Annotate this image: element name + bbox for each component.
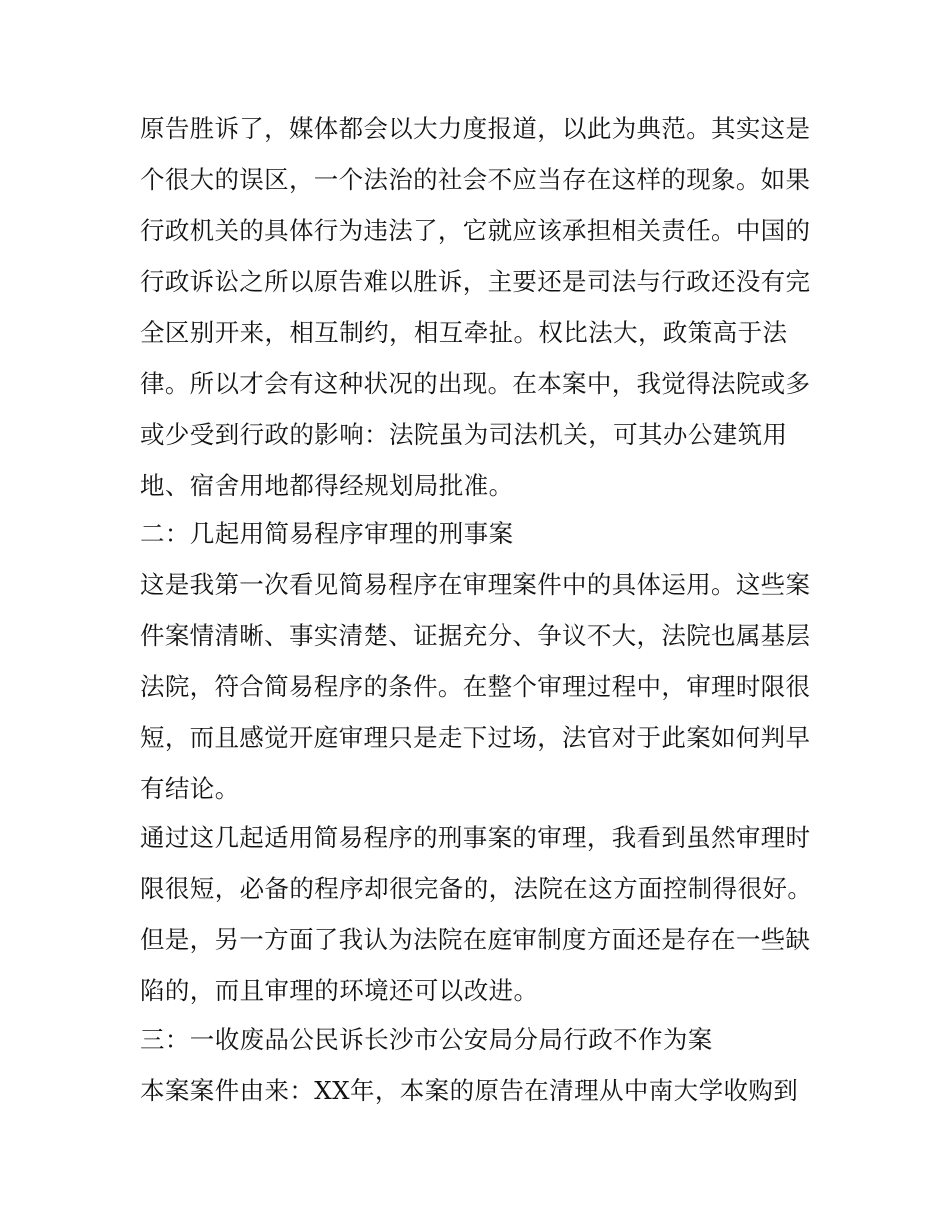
paragraph-line: 原告胜诉了，媒体都会以大力度报道，以此为典范。其实这是 [140,114,810,143]
paragraph-line: 行政诉讼之所以原告难以胜诉，主要还是司法与行政还没有完 [140,267,810,296]
paragraph-line: 行政机关的具体行为违法了，它就应该承担相关责任。中国的 [140,216,810,245]
section-heading: 三：一收废品公民诉长沙市公安局分局行政不作为案 [140,1025,713,1054]
paragraph-line: 法院，符合简易程序的条件。在整个审理过程中，审理时限很 [140,672,810,701]
paragraph-line: 但是，另一方面了我认为法院在庭审制度方面还是存在一些缺 [140,925,810,954]
paragraph-line: 限很短，必备的程序却很完备的，法院在这方面控制得很好。 [140,874,813,903]
paragraph-line: 或少受到行政的影响：法院虽为司法机关，可其办公建筑用 [140,420,788,449]
paragraph-line: 这是我第一次看见简易程序在审理案件中的具体运用。这些案 [140,570,810,599]
paragraph-line: 个很大的误区，一个法治的社会不应当存在这样的现象。如果 [140,165,810,194]
paragraph-line: 通过这几起适用简易程序的刑事案的审理，我看到虽然审理时 [140,823,810,852]
paragraph-line: 陷的，而且审理的环境还可以改进。 [140,976,539,1005]
paragraph-line: 短，而且感觉开庭审理只是走下过场，法官对于此案如何判早 [140,723,810,752]
paragraph-line: 有结论。 [140,774,240,803]
paragraph-line: 件案情清晰、事实清楚、证据充分、争议不大，法院也属基层 [140,621,810,650]
paragraph-line: 全区别开来，相互制约，相互牵扯。权比法大，政策高于法 [140,318,788,347]
section-heading: 二：几起用简易程序审理的刑事案 [140,519,514,548]
paragraph-line: 本案案件由来：XX年，本案的原告在清理从中南大学收购到 [140,1076,799,1105]
paragraph-line: 地、宿舍用地都得经规划局批准。 [140,471,514,500]
paragraph-line: 律。所以才会有这种状况的出现。在本案中，我觉得法院或多 [140,369,810,398]
